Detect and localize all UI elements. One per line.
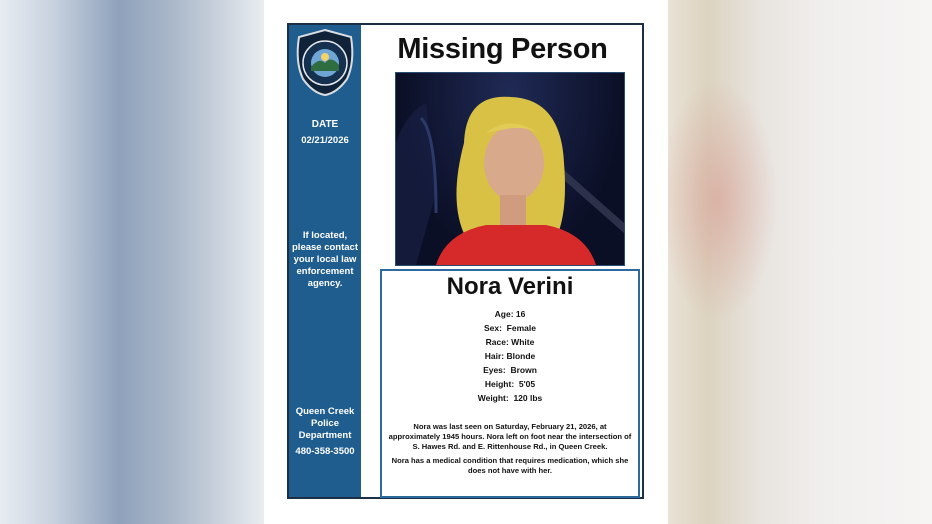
missing-person-photo bbox=[395, 72, 625, 266]
missing-person-poster bbox=[287, 23, 644, 499]
agency-name: Queen Creek Police Department bbox=[295, 406, 355, 441]
detail-height: Height: 5'05 bbox=[484, 379, 536, 389]
detail-eyes: Eyes: Brown bbox=[483, 365, 537, 375]
detail-sex: Sex: Female bbox=[484, 323, 536, 333]
detail-weight: Weight: 120 lbs bbox=[477, 393, 543, 403]
police-badge-icon bbox=[291, 27, 359, 97]
date-label: DATE bbox=[311, 119, 339, 130]
last-seen-paragraph: Nora was last seen on Saturday, February 21, 2026, at approximately 1945 hours. Nora left on foot near the intersection of S. Hawes Rd. and E. Rittenhouse Rd., in Queen Creek. bbox=[388, 422, 632, 451]
date-value: 02/21/2026 bbox=[301, 135, 349, 146]
person-name: Nora Verini bbox=[446, 273, 574, 300]
person-info-box bbox=[380, 269, 640, 498]
agency-phone: 480-358-3500 bbox=[295, 446, 355, 457]
contact-instructions: If located, please contact your local law enforcement agency. bbox=[292, 230, 358, 289]
blurred-background-left bbox=[0, 0, 264, 524]
poster-sidebar bbox=[289, 25, 361, 497]
blurred-background-right bbox=[668, 0, 932, 524]
detail-race: Race: White bbox=[485, 337, 535, 347]
medical-paragraph: Nora has a medical condition that requires medication, which she does not have with her. bbox=[391, 456, 629, 475]
detail-age: Age: 16 bbox=[494, 309, 526, 319]
detail-hair: Hair: Blonde bbox=[484, 351, 536, 361]
poster-title: Missing Person bbox=[397, 33, 608, 65]
